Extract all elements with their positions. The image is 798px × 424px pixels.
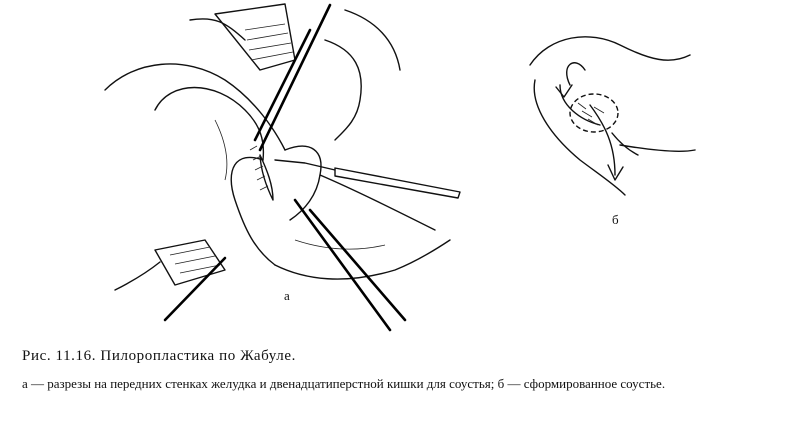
upper-retractor [190,4,295,70]
stomach-outline [105,10,450,279]
anastomosis-outline [530,37,695,195]
illustration-a [95,0,465,330]
scalpel-instrument [275,160,460,198]
figure-caption-text: а — разрезы на передних стенках желудка и двенадцатиперстной кишки для соустья; б — сформированное соустье. [22,376,666,391]
figure-label-a: а [284,288,290,303]
lower-retractor [115,240,225,290]
figure-label-b: б [612,212,619,227]
incision [250,146,273,200]
illustration-b [520,25,720,195]
suture-ring [570,94,618,132]
figure-caption-title: Рис. 11.16. Пилоропластика по Жабуле. [22,348,296,364]
flow-arrows [556,63,623,180]
